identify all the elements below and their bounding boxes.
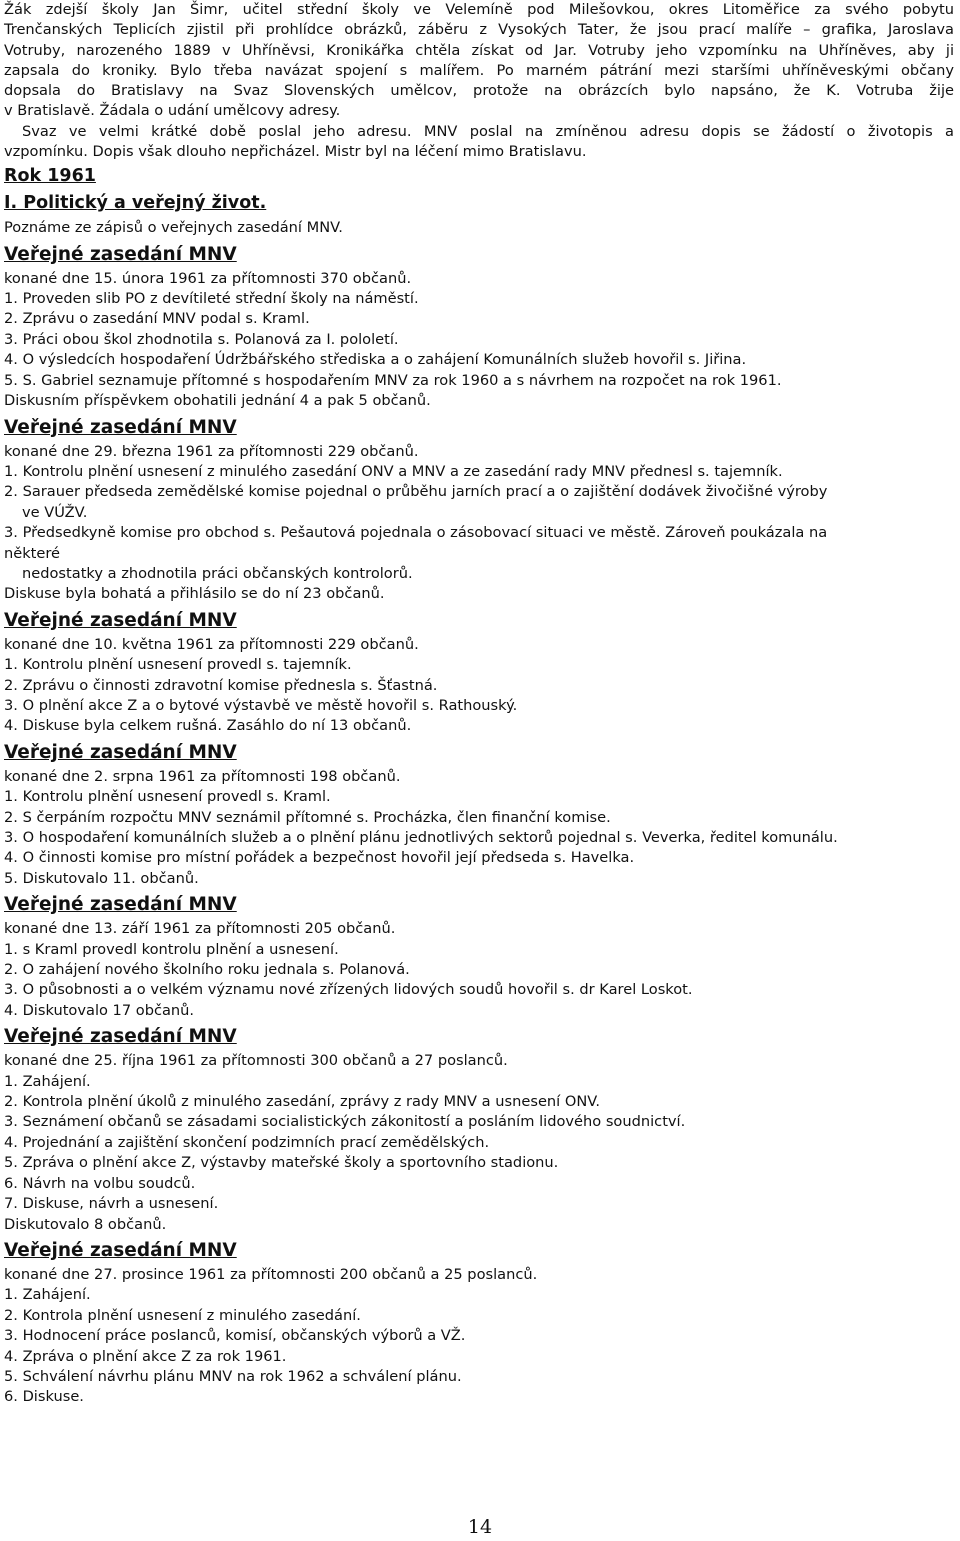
meeting-item: Diskuse byla bohatá a přihlásilo se do ní 23 občanů. <box>4 585 385 603</box>
intro-line: dopsala do Bratislavy na Svaz Slovenských umělcov, protože na obrázcích bylo napsáno, že K. Votruba žije <box>4 82 954 100</box>
meeting-item: 2. Kontrola plnění úkolů z minulého zasedání, zprávy z rady MNV a usnesení ONV. <box>4 1093 601 1111</box>
section-intro: Poznáme ze zápisů o veřejnych zasedání MNV. <box>4 219 343 237</box>
meeting-item: 2. Zprávu o činnosti zdravotní komise přednesla s. Šťastná. <box>4 676 438 694</box>
meeting-item: 7. Diskuse, návrh a usnesení. <box>4 1195 219 1213</box>
meeting-item: ve VÚŽV. <box>22 503 88 521</box>
meeting-item: 2. Zprávu o zasedání MNV podal s. Kraml. <box>4 310 310 328</box>
meeting-item: 3. O působnosti a o velkém významu nové zřízených lidových soudů hovořil s. dr Karel Loskot. <box>4 981 693 999</box>
meeting-item: 2. O zahájení nového školního roku jednala s. Polanová. <box>4 961 410 979</box>
meeting-block <box>4 414 954 605</box>
meeting-item: 1. Zahájení. <box>4 1286 91 1304</box>
meeting-item: 4. Diskuse byla celkem rušná. Zasáhlo do ní 13 občanů. <box>4 717 412 735</box>
meeting-item: nedostatky a zhodnotila práci občanských kontrolorů. <box>22 564 413 582</box>
meeting-item: 6. Diskuse. <box>4 1388 84 1406</box>
meeting-date: konané dne 2. srpna 1961 za přítomnosti 198 občanů. <box>4 767 401 785</box>
page-number: 14 <box>467 1516 493 1538</box>
meeting-item: 2. Sarauer předseda zemědělské komise pojednal o průběhu jarních prací a o zajištění dodávek živočišné výroby <box>4 483 828 501</box>
meeting-item: 2. S čerpáním rozpočtu MNV seznámil přítomné s. Procházka, člen finanční komise. <box>4 808 611 826</box>
meeting-item: 3. O plnění akce Z a o bytové výstavbě ve městě hovořil s. Rathouský. <box>4 696 518 714</box>
meeting-item: 1. Kontrolu plnění usnesení z minulého zasedání ONV a MNV a ze zasedání rady MNV přednesl s. tajemník. <box>4 462 783 480</box>
svaz-line: vzpomínku. Dopis však dlouho nepřicházel. Mistr byl na léčení mimo Bratislavu. <box>4 143 587 161</box>
meeting-date: konané dne 10. května 1961 za přítomnosti 229 občanů. <box>4 635 419 653</box>
meeting-item: 5. S. Gabriel seznamuje přítomné s hospodařením MNV za rok 1960 a s návrhem na rozpočet na rok 1961. <box>4 371 782 389</box>
meeting-block <box>4 891 954 1021</box>
svaz-paragraph <box>4 122 954 163</box>
meeting-date: konané dne 27. prosince 1961 za přítomnosti 200 občanů a 25 poslanců. <box>4 1265 538 1283</box>
meeting-item: Diskutovalo 8 občanů. <box>4 1215 167 1233</box>
intro-line: zapsala do kroniky. Bylo třeba navázat spojení s malířem. Po marném pátrání mezi staršími uhříněveskými občany <box>4 61 954 79</box>
meeting-item: 5. Diskutovalo 11. občanů. <box>4 869 199 887</box>
meeting-heading: Veřejné zasedání MNV <box>4 894 237 916</box>
meeting-heading: Veřejné zasedání MNV <box>4 609 237 631</box>
meeting-item: 4. O činnosti komise pro místní pořádek a bezpečnost hovořil její předseda s. Havelka. <box>4 849 635 867</box>
intro-line: v Bratislavě. Žádala o udání umělcovy adresy. <box>4 102 341 120</box>
meeting-item: 3. O hospodaření komunálních služeb a o plnění plánu jednotlivých sektorů pojednal s. Veverka, ředitel komunálu. <box>4 829 838 847</box>
meetings-list <box>4 241 954 1408</box>
meeting-block <box>4 241 954 412</box>
meeting-item: 5. Schválení návrhu plánu MNV na rok 1962 a schválení plánu. <box>4 1367 462 1385</box>
meeting-heading: Veřejné zasedání MNV <box>4 1239 237 1261</box>
meeting-block <box>4 607 954 737</box>
meeting-item: 3. Seznámení občanů se zásadami socialistických zákonitostí a posláním lidového soudnictví. <box>4 1113 686 1131</box>
meeting-item: 4. Diskutovalo 17 občanů. <box>4 1001 195 1019</box>
year-heading: Rok 1961 <box>4 166 96 187</box>
intro-line: Trenčanských Teplicích zjistil při prohlídce obrázků, záběru z Vysokých Tater, že jsou prací malíře – grafika, Jaroslava <box>4 21 954 39</box>
meeting-heading: Veřejné zasedání MNV <box>4 243 237 265</box>
intro-line: Votruby, narozeného 1889 v Uhříněvsi, Kronikářka chtěla získat od Jar. Votruby jeho vzpomínku na Uhříněves, aby ji <box>4 41 954 59</box>
meeting-item: 3. Práci obou škol zhodnotila s. Polanová za I. pololetí. <box>4 330 399 348</box>
meeting-date: konané dne 29. března 1961 za přítomnosti 229 občanů. <box>4 442 419 460</box>
meeting-item: 4. O výsledcích hospodaření Údržbářského střediska a o zahájení Komunálních služeb hovořil s. Jiřina. <box>4 351 747 369</box>
meeting-item: některé <box>4 544 61 562</box>
document-page <box>4 0 954 1408</box>
meeting-item: 3. Předsedkyně komise pro obchod s. Pešautová pojednala o zásobovací situaci ve městě. Zároveň poukázala na <box>4 524 828 542</box>
meeting-heading: Veřejné zasedání MNV <box>4 416 237 438</box>
meeting-date: konané dne 13. září 1961 za přítomnosti 205 občanů. <box>4 920 396 938</box>
meeting-item: 6. Návrh na volbu soudců. <box>4 1174 196 1192</box>
meeting-item: 1. Kontrolu plnění usnesení provedl s. tajemník. <box>4 656 352 674</box>
meeting-item: 4. Zpráva o plnění akce Z za rok 1961. <box>4 1347 287 1365</box>
meeting-item: Diskusním příspěvkem obohatili jednání 4 a pak 5 občanů. <box>4 392 431 410</box>
meeting-block <box>4 739 954 889</box>
intro-line: Žák zdejší školy Jan Šimr, učitel střední školy ve Velemíně pod Milešovkou, okres Litoměřice za svého pobytu <box>4 1 954 18</box>
intro-paragraph <box>4 0 954 122</box>
svaz-line: Svaz ve velmi krátké době poslal jeho adresu. MNV poslal na zmíněnou adresu dopis se žádostí o životopis a <box>22 122 954 140</box>
meeting-block <box>4 1237 954 1408</box>
meeting-heading: Veřejné zasedání MNV <box>4 1026 237 1048</box>
meeting-date: konané dne 15. února 1961 za přítomnosti 370 občanů. <box>4 269 412 287</box>
meeting-item: 1. Proveden slib PO z devítileté střední školy na náměstí. <box>4 290 419 308</box>
meeting-item: 4. Projednání a zajištění skončení podzimních prací zemědělských. <box>4 1133 490 1151</box>
meeting-item: 1. Kontrolu plnění usnesení provedl s. Kraml. <box>4 788 331 806</box>
meeting-item: 1. Zahájení. <box>4 1072 91 1090</box>
meeting-heading: Veřejné zasedání MNV <box>4 741 237 763</box>
meeting-item: 5. Zpráva o plnění akce Z, výstavby mateřské školy a sportovního stadionu. <box>4 1154 559 1172</box>
meeting-item: 3. Hodnocení práce poslanců, komisí, občanských výborů a VŽ. <box>4 1327 466 1345</box>
section-heading: I. Politický a veřejný život. <box>4 193 267 214</box>
meeting-item: 1. s Kraml provedl kontrolu plnění a usnesení. <box>4 940 339 958</box>
meeting-date: konané dne 25. října 1961 za přítomnosti 300 občanů a 27 poslanců. <box>4 1052 508 1070</box>
meeting-block <box>4 1023 954 1235</box>
meeting-item: 2. Kontrola plnění usnesení z minulého zasedání. <box>4 1306 361 1324</box>
